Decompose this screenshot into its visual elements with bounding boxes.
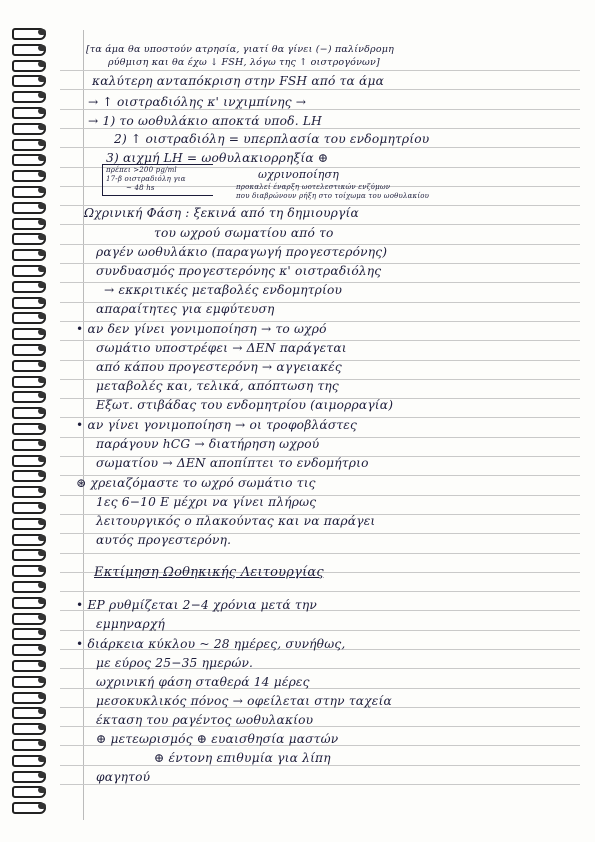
spiral-ring (8, 328, 48, 338)
spiral-ring (8, 518, 48, 528)
note-line-22: ⊛ χρειαζόμαστε το ωχρό σωμάτιο τις (76, 476, 316, 490)
spiral-ring (8, 771, 48, 781)
spiral-ring (8, 91, 48, 101)
note-line-25: αυτός προγεστερόνη. (96, 533, 232, 547)
note-line-17: μεταβολές και, τελικά, απόπτωση της (96, 379, 339, 393)
spiral-ring (8, 123, 48, 133)
spiral-ring (8, 297, 48, 307)
spiral-ring (8, 154, 48, 164)
spiral-ring (8, 376, 48, 386)
note-line-18: Εξωτ. στιβάδας του ενδομητρίου (αιμορραγία) (96, 398, 394, 412)
bracket-note-2: 17-β οιστραδιόλη για (106, 175, 186, 183)
note-line-14: • αν δεν γίνει γονιμοποίηση → το ωχρό (76, 322, 327, 336)
note-line-15: σωμάτιο υποστρέφει → ΔΕΝ παράγεται (96, 341, 347, 355)
note-line-3: καλύτερη ανταπόκριση στην FSH από τα άμα (92, 74, 385, 88)
note-line-32: μεσοκυκλικός πόνος → οφείλεται στην ταχεία (96, 694, 392, 708)
ovulation-note-2: που διαβρώνουν ρήξη στο τοίχωμα του ωοθυλακίου (236, 192, 430, 200)
spiral-ring (8, 660, 48, 670)
ovulation-note-1: προκαλεί έναρξη ωοτελεστικών ενζύμων (236, 183, 391, 191)
spiral-ring (8, 786, 48, 796)
spiral-ring (8, 597, 48, 607)
spiral-ring (8, 265, 48, 275)
note-line-29: • διάρκεια κύκλου ~ 28 ημέρες, συνήθως, (76, 637, 346, 651)
spiral-ring (8, 249, 48, 259)
spiral-ring (8, 723, 48, 733)
note-line-9: του ωχρού σωματίου από το (154, 226, 334, 240)
spiral-ring (8, 75, 48, 85)
spiral-ring (8, 628, 48, 638)
spiral-ring (8, 692, 48, 702)
spiral-ring (8, 202, 48, 212)
spiral-ring (8, 470, 48, 480)
note-line-20: παράγουν hCG → διατήρηση ωχρού (96, 437, 320, 451)
spiral-ring (8, 170, 48, 180)
note-line-28: εμμηναρχή (96, 617, 165, 631)
spiral-ring (8, 281, 48, 291)
spiral-ring (8, 486, 48, 496)
note-line-2: ρύθμιση και θα έχω ↓ FSH, λόγω της ↑ οιστρογόνων] (108, 57, 380, 68)
bracket-box (102, 164, 213, 196)
note-line-1: [τα άμα θα υποστούν ατρησία, γιατί θα γίνει (−) παλίνδρομη (86, 44, 395, 55)
spiral-ring (8, 455, 48, 465)
spiral-ring (8, 360, 48, 370)
spiral-ring (8, 613, 48, 623)
spiral-ring (8, 233, 48, 243)
note-line-16: από κάπου προγεστερόνη → αγγειακές (96, 360, 342, 374)
spiral-ring (8, 218, 48, 228)
spiral-ring (8, 549, 48, 559)
note-line-10: ραγέν ωοθυλάκιο (παραγωγή προγεστερόνης) (96, 245, 388, 259)
spiral-ring (8, 407, 48, 417)
note-line-21: σωματίου → ΔΕΝ αποπίπτει το ενδομήτριο (96, 456, 369, 470)
spiral-ring (8, 423, 48, 433)
note-line-24: λειτουργικός ο πλακούντας και να παράγει (96, 514, 376, 528)
spiral-ring (8, 534, 48, 544)
note-line-11: συνδυασμός προγεστερόνης κ' οιστραδιόλης (96, 264, 382, 278)
section-heading: Εκτίμηση Ωοθηκικής Λειτουργίας (94, 565, 324, 580)
note-line-12: → εκκριτικές μεταβολές ενδομητρίου (104, 283, 343, 297)
spiral-ring (8, 344, 48, 354)
note-line-13: απαραίτητες για εμφύτευση (96, 302, 275, 316)
note-line-33: έκταση του ραγέντος ωοθυλακίου (96, 713, 314, 727)
spiral-ring (8, 565, 48, 575)
spiral-ring (8, 676, 48, 686)
spiral-ring (8, 581, 48, 591)
note-line-7: 3) αιχμή LH = ωοθυλακιορρηξία ⊕ (106, 151, 329, 165)
bracket-note-1: πρέπει >200 pg/ml (106, 166, 177, 174)
note-line-6: 2) ↑ οιστραδιόλη = υπερπλασία του ενδομητρίου (114, 132, 430, 146)
note-line-36: φαγητού (96, 770, 151, 784)
spiral-ring (8, 312, 48, 322)
note-line-27: • ΕΡ ρυθμίζεται 2−4 χρόνια μετά την (76, 598, 317, 612)
note-line-19: • αν γίνει γονιμοποίηση → οι τροφοβλάστες (76, 418, 358, 432)
spiral-ring (8, 644, 48, 654)
spiral-ring (8, 439, 48, 449)
spiral-ring (8, 755, 48, 765)
spiral-ring (8, 60, 48, 70)
handwritten-notes (70, 0, 585, 842)
spiral-ring (8, 186, 48, 196)
note-line-4: → ↑ οιστραδιόλης κ' ινχιμπίνης → (88, 95, 307, 109)
bracket-note-3: ~ 48 hs (126, 184, 155, 192)
spiral-ring (8, 139, 48, 149)
spiral-ring (8, 44, 48, 54)
spiral-ring (8, 107, 48, 117)
note-line-8: Ωχρινική Φάση : ξεκινά από τη δημιουργία (84, 206, 359, 220)
spiral-ring (8, 739, 48, 749)
spiral-binding (8, 28, 52, 818)
note-line-23: 1ες 6−10 Ε μέχρι να γίνει πλήρως (96, 495, 317, 509)
ovulation-label: ωχρινοποίηση (258, 168, 339, 181)
note-line-5: → 1) το ωοθυλάκιο αποκτά υποδ. LH (88, 114, 322, 128)
note-line-30: με εύρος 25−35 ημερών. (96, 656, 254, 670)
note-line-35: ⊕ έντονη επιθυμία για λίπη (154, 751, 331, 765)
spiral-ring (8, 707, 48, 717)
spiral-ring (8, 802, 48, 812)
spiral-ring (8, 391, 48, 401)
note-line-31: ωχρινική φάση σταθερά 14 μέρες (96, 675, 310, 689)
note-line-34: ⊕ μετεωρισμός ⊕ ευαισθησία μαστών (96, 732, 339, 746)
spiral-ring (8, 28, 48, 38)
spiral-ring (8, 502, 48, 512)
